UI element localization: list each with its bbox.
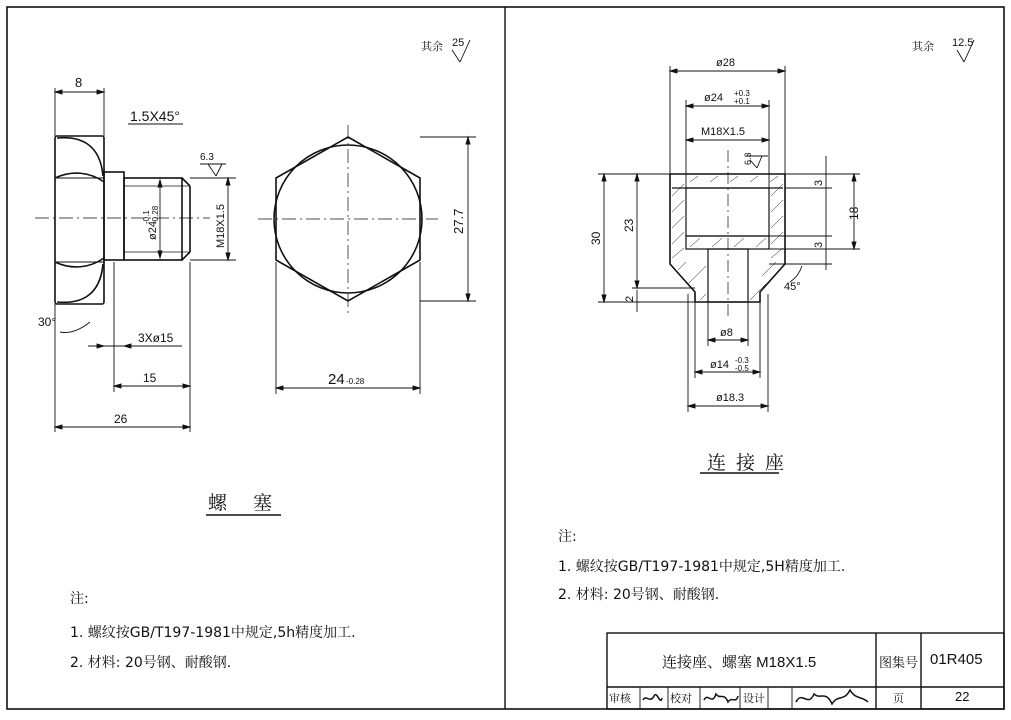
plug-drawing: [35, 125, 438, 313]
dim-dia24: ø24: [147, 221, 159, 240]
left-roughness-value: 25: [452, 37, 465, 49]
dim-d14-tol-lo: -0.5: [735, 364, 749, 373]
title-block-check: 校对: [670, 693, 692, 705]
seat-outline: [670, 174, 785, 302]
left-roughness-label: 其余: [421, 41, 443, 53]
left-note-1: 1. 螺纹按GB/T197-1981中规定,5h精度加工.: [70, 625, 356, 641]
dim-d24-tol-lo: +0.1: [734, 97, 750, 106]
dim-angle-30: 30°: [38, 315, 57, 329]
seat-hatching: [672, 176, 783, 300]
title-block-page-label: 页: [893, 693, 904, 705]
right-note-2: 2. 材料: 20号钢、耐酸钢.: [558, 587, 720, 603]
right-notes-heading: 注:: [558, 529, 577, 545]
right-ra: 6.3: [743, 152, 753, 165]
title-block-design: 设计: [743, 693, 765, 705]
title-block-atlas-no: 01R405: [930, 651, 983, 668]
dim-thread-right: M18X1.5: [701, 126, 746, 138]
dim-d28: ø28: [716, 57, 735, 69]
dim-d24-tol-up: +0.3: [734, 89, 750, 98]
left-notes-heading: 注:: [70, 591, 89, 607]
dim-15: 15: [143, 371, 157, 385]
dim-dia24-tol-up: -0.1: [142, 210, 151, 224]
dim-27-7: 27.7: [451, 208, 466, 234]
title-block-review: 审核: [609, 693, 631, 705]
dim-d24: ø24: [704, 92, 723, 104]
dim-hex-width-tol: -0.28: [346, 377, 365, 386]
dim-h3a: 3: [813, 179, 825, 186]
dim-d18-3: ø18.3: [716, 392, 745, 404]
dim-26: 26: [114, 412, 128, 426]
dim-groove: 3Xø15: [138, 331, 174, 345]
dim-hex-width: 24: [328, 371, 345, 388]
dim-h3b: 3: [813, 241, 825, 248]
right-roughness-label: 其余: [912, 41, 934, 53]
dim-8: 8: [75, 75, 83, 90]
dim-d14: ø14: [710, 359, 729, 371]
dim-thread-left: M18X1.5: [215, 203, 227, 248]
seat-title: 连接座: [707, 452, 795, 474]
left-note-2: 2. 材料: 20号钢、耐酸钢.: [70, 655, 232, 671]
title-block-page-no: 22: [955, 689, 970, 704]
title-block-name: 连接座、螺塞 M18X1.5: [662, 654, 817, 671]
plug-hex-body: [55, 136, 104, 304]
plug-title: 螺 塞: [208, 492, 283, 514]
dim-d14-tol-up: -0.3: [735, 356, 749, 365]
dim-dia24-tol-lo: -0.28: [151, 205, 160, 224]
dim-h18: 18: [847, 206, 861, 220]
plug-hex-chamfer: [57, 138, 103, 303]
right-note-1: 1. 螺纹按GB/T197-1981中规定,5H精度加工.: [558, 559, 846, 575]
dim-h23: 23: [622, 218, 636, 232]
right-roughness-value: 12.5: [952, 37, 974, 49]
dim-d8: ø8: [720, 327, 733, 339]
left-ra: 6.3: [200, 152, 214, 163]
dim-chamfer: 1.5X45°: [130, 108, 180, 124]
dim-h2: 2: [624, 295, 636, 302]
title-block-atlas-label: 图集号: [879, 655, 919, 670]
dim-h30: 30: [589, 231, 603, 245]
dim-angle-45: 45°: [784, 281, 801, 293]
